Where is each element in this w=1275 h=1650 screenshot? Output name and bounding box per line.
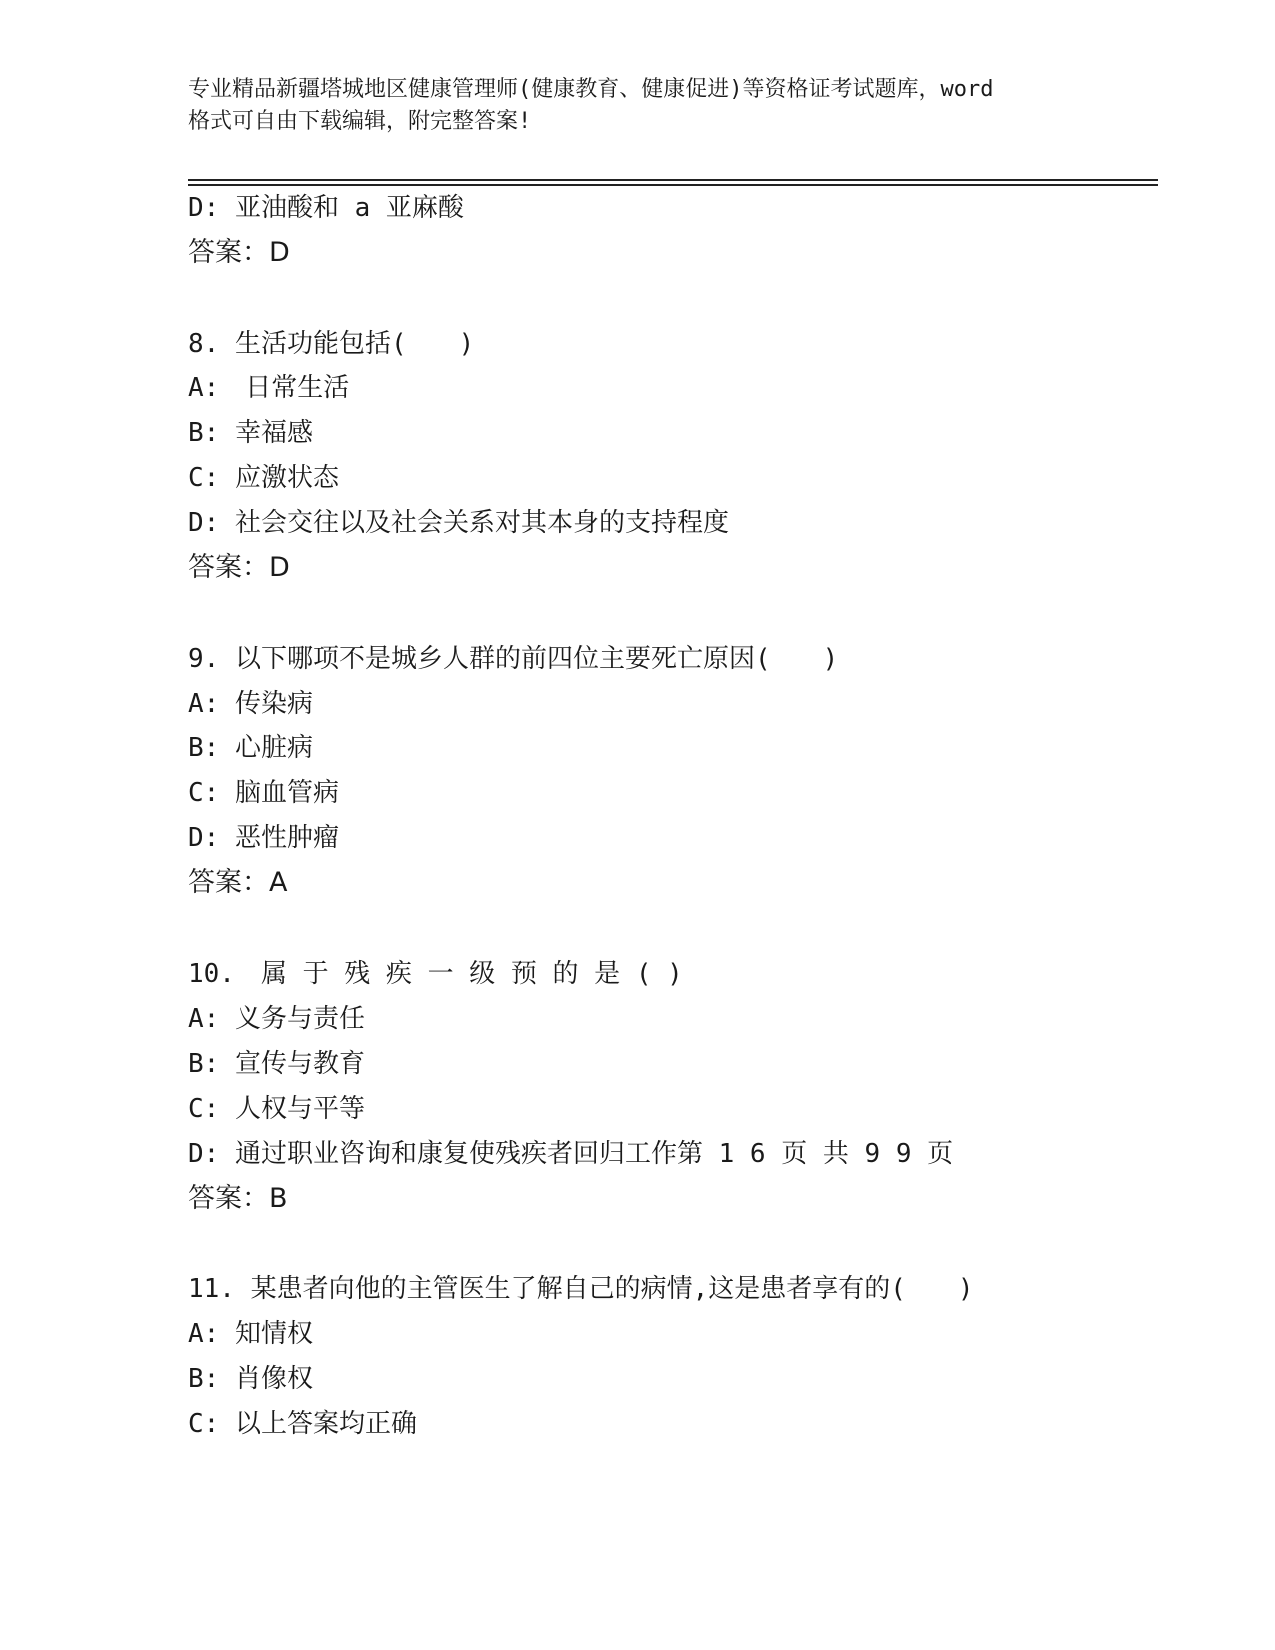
- question-11: 11. 某患者向他的主管医生了解自己的病情,这是患者享有的( ): [188, 1274, 974, 1304]
- question-10: 10. 属 于 残 疾 一 级 预 的 是 ( ): [188, 959, 683, 989]
- question-8: 8. 生活功能包括( ): [188, 329, 475, 359]
- page-header: [188, 74, 1088, 138]
- answer-q7: 答案：D: [188, 237, 290, 268]
- option-b-q11: B: 肖像权: [188, 1364, 313, 1394]
- option-a-q11: A: 知情权: [188, 1319, 313, 1349]
- header-line-2: 格式可自由下载编辑，附完整答案!: [188, 109, 532, 134]
- option-c-q11: C: 以上答案均正确: [188, 1409, 417, 1439]
- option-a-q8: A: 日常生活: [188, 373, 350, 403]
- header-divider-top: [188, 179, 1158, 181]
- option-c-q9: C: 脑血管病: [188, 778, 339, 808]
- option-a-q9: A: 传染病: [188, 689, 313, 719]
- option-b-q10: B: 宣传与教育: [188, 1049, 365, 1079]
- answer-q10: 答案：B: [188, 1183, 288, 1214]
- option-d-q8: D: 社会交往以及社会关系对其本身的支持程度: [188, 508, 729, 538]
- option-d-q9: D: 恶性肿瘤: [188, 823, 339, 853]
- option-c-q8: C: 应激状态: [188, 463, 339, 493]
- question-9: 9. 以下哪项不是城乡人群的前四位主要死亡原因( ): [188, 644, 839, 674]
- answer-q9: 答案：A: [188, 867, 288, 898]
- option-b-q9: B: 心脏病: [188, 733, 313, 763]
- option-b-q8: B: 幸福感: [188, 418, 313, 448]
- header-line-1: 专业精品新疆塔城地区健康管理师(健康教育、健康促进)等资格证考试题库，word: [188, 77, 994, 102]
- option-a-q10: A: 义务与责任: [188, 1004, 365, 1034]
- answer-q8: 答案：D: [188, 552, 290, 583]
- option-d-q10: D: 通过职业咨询和康复使残疾者回归工作第 1 6 页 共 9 9 页: [188, 1139, 954, 1169]
- header-divider-bottom: [188, 184, 1158, 186]
- option-d-q7: D: 亚油酸和 a 亚麻酸: [188, 193, 464, 223]
- option-c-q10: C: 人权与平等: [188, 1094, 365, 1124]
